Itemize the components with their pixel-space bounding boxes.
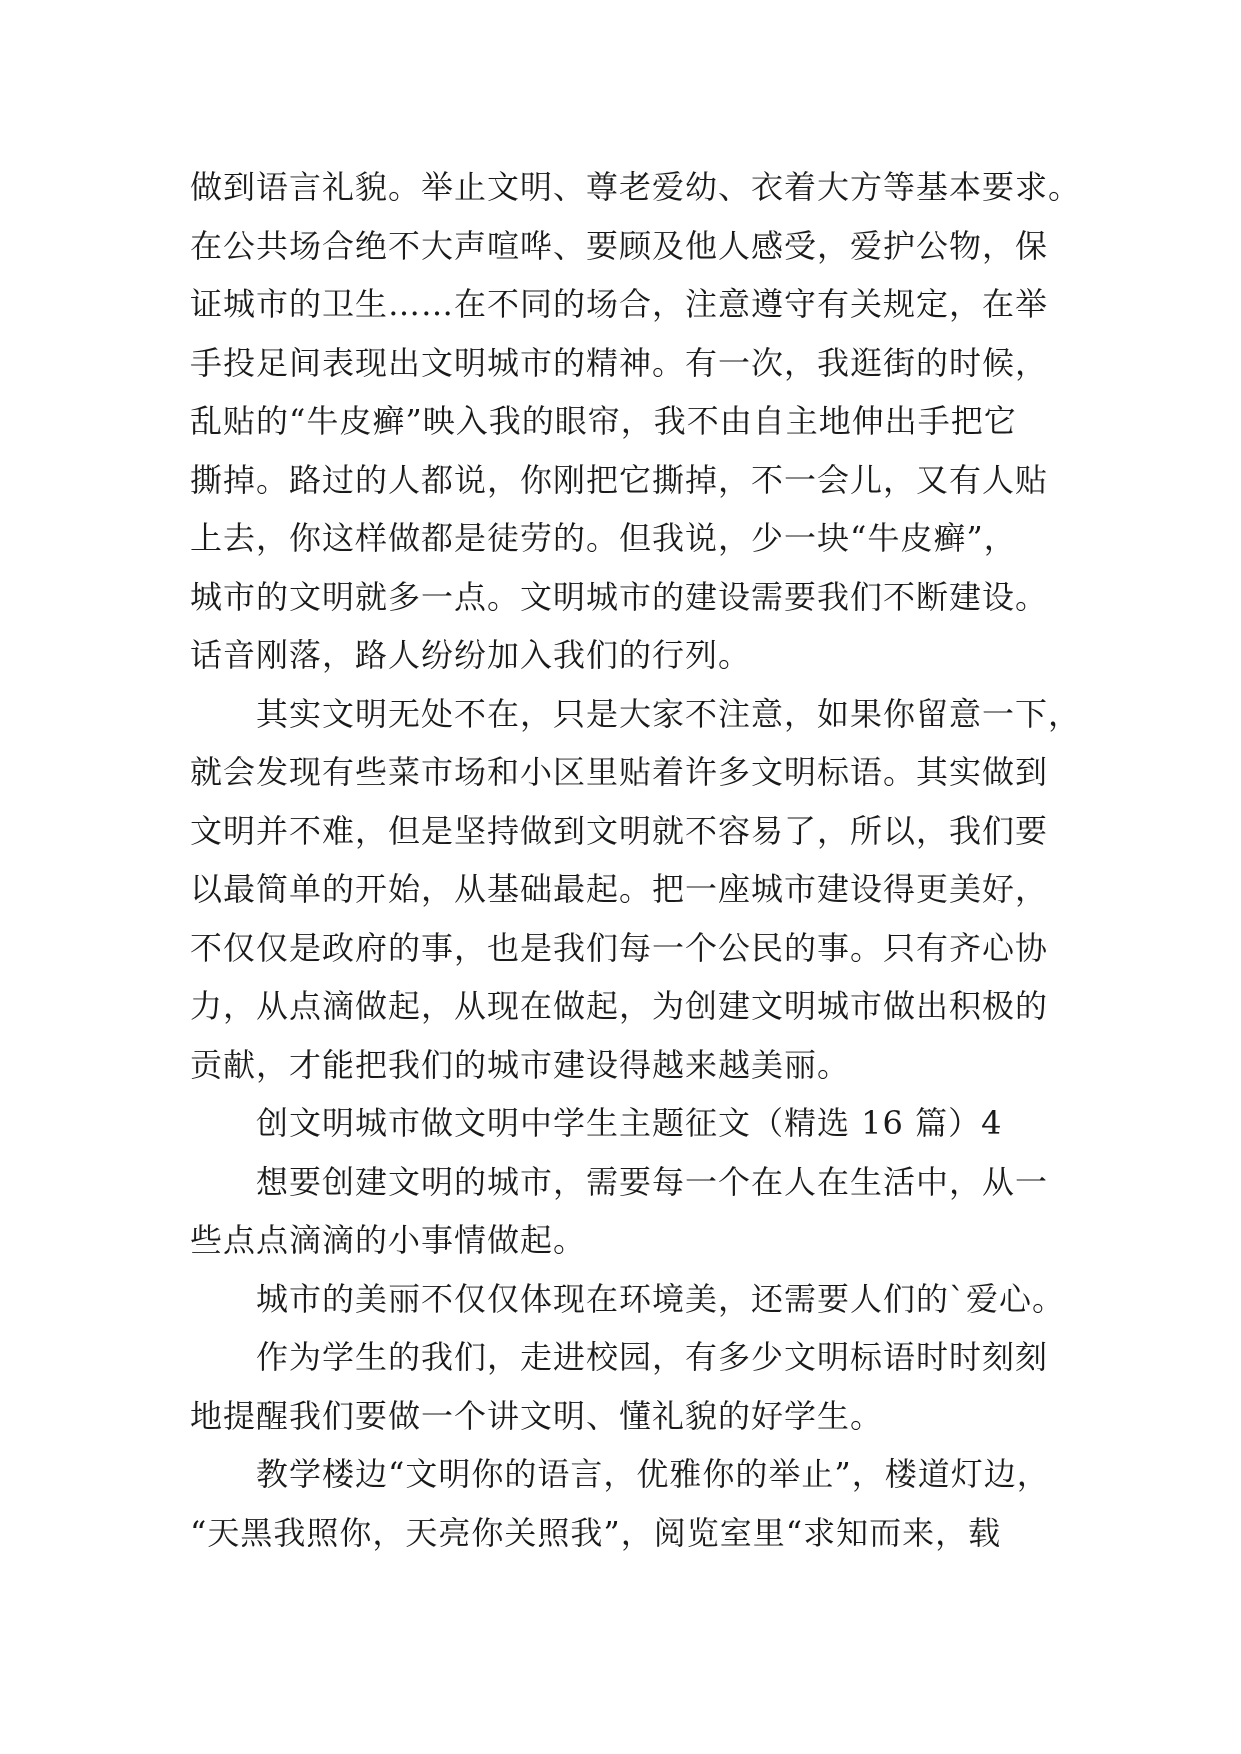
text-line: 力，从点滴做起，从现在做起，为创建文明城市做出积极的 [190,987,1049,1025]
text-line: 上去，你这样做都是徒劳的。但我说，少一块“牛皮癣”， [190,519,1017,557]
paragraph-start-line: 其实文明无处不在，只是大家不注意，如果你留意一下， [256,694,1082,733]
text-line: 城市的文明就多一点。文明城市的建设需要我们不断建设。 [190,577,1049,616]
text-line: 地提醒我们要做一个讲文明、懂礼貌的好学生。 [190,1396,884,1435]
text-line: 在公共场合绝不大声喧哗、要顾及他人感受，爱护公物，保 [190,226,1049,265]
section-heading: 创文明城市做文明中学生主题征文（精选 16 篇）4 [256,1104,1003,1142]
paragraph-start-line: 城市的美丽不仅仅体现在环境美，还需要人们的`爱心。 [256,1279,1066,1318]
text-line: 乱贴的“牛皮癣”映入我的眼帘，我不由自主地伸出手把它 [190,402,1017,440]
text-line: 就会发现有些菜市场和小区里贴着许多文明标语。其实做到 [190,753,1049,791]
text-line: “天黑我照你，天亮你关照我”，阅览室里“求知而来，载 [190,1513,1002,1552]
text-line: 不仅仅是政府的事，也是我们每一个公民的事。只有齐心协 [190,928,1049,967]
paragraph-start-line: 教学楼边“文明你的语言，优雅你的举止”，楼道灯边， [256,1455,1050,1493]
text-line: 些点点滴滴的小事情做起。 [190,1221,587,1259]
text-line: 文明并不难，但是坚持做到文明就不容易了，所以，我们要 [190,811,1049,850]
text-line: 手投足间表现出文明城市的精神。有一次，我逛街的时候， [190,343,1049,382]
body-text [190,158,1082,1562]
text-line: 做到语言礼貌。举止文明、尊老爱幼、衣着大方等基本要求。 [190,168,1082,206]
text-line: 以最简单的开始，从基础最起。把一座城市建设得更美好， [190,870,1049,908]
text-line: 话音刚落，路人纷纷加入我们的行列。 [190,636,752,674]
text-line: 证城市的卫生……在不同的场合，注意遵守有关规定，在举 [190,285,1049,323]
paragraph-start-line: 想要创建文明的城市，需要每一个在人在生活中，从一 [256,1162,1049,1201]
text-line: 贡献，才能把我们的城市建设得越来越美丽。 [190,1045,851,1084]
paragraph-start-line: 作为学生的我们，走进校园，有多少文明标语时时刻刻 [256,1338,1049,1376]
text-line: 撕掉。路过的人都说，你刚把它撕掉，不一会儿，又有人贴 [190,460,1049,499]
